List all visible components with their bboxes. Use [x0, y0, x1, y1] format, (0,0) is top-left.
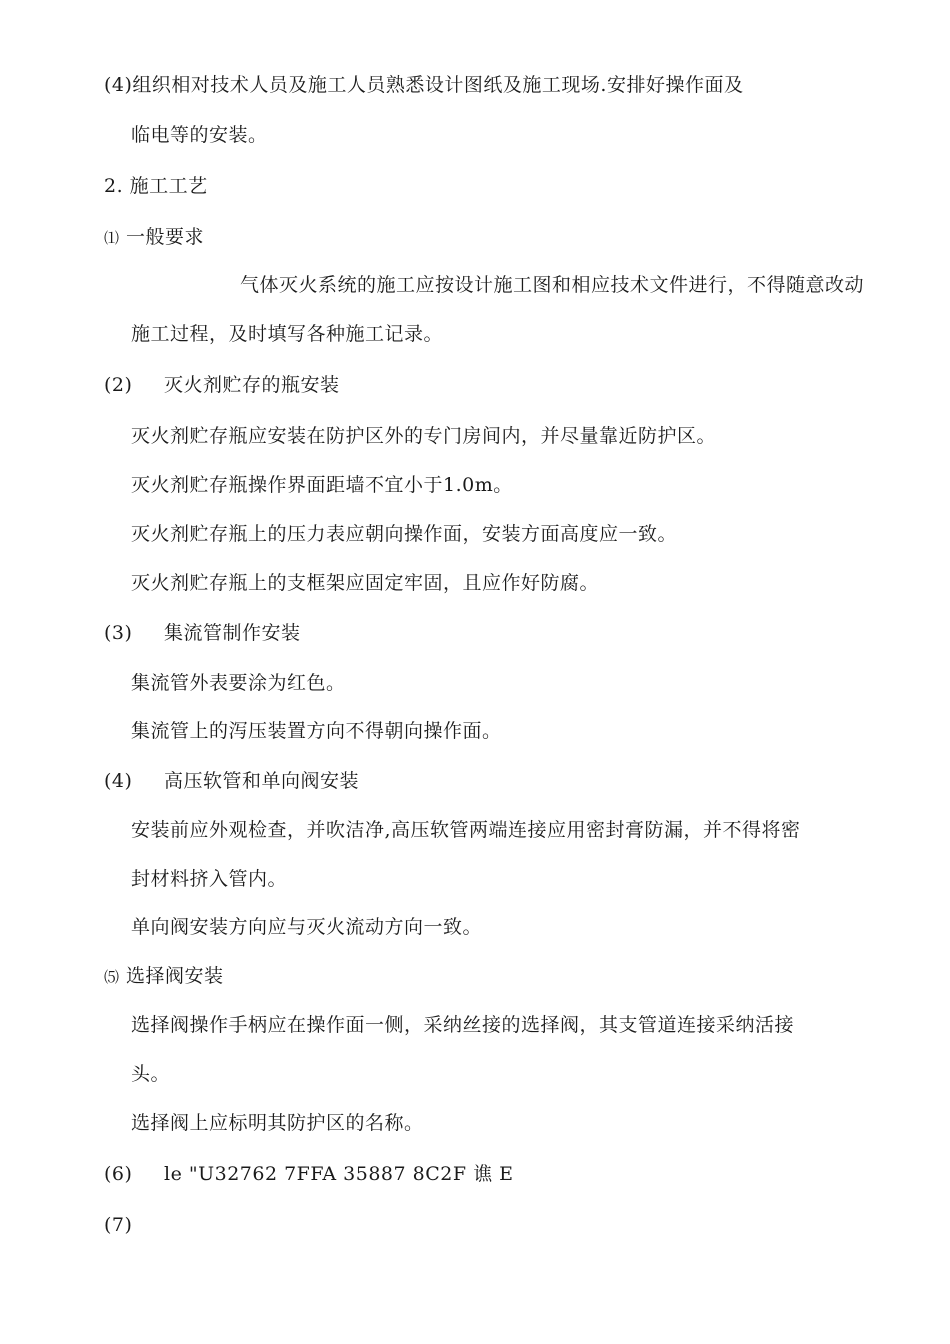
subsection-heading: [104, 225, 204, 250]
heading-text: 集流管制作安装: [164, 622, 301, 644]
subsection-heading: [104, 1162, 514, 1186]
line-text: 集流管上的泻压装置方向不得朝向操作面。: [131, 720, 502, 742]
paragraph-line: [131, 522, 677, 546]
line-text: 头。: [131, 1063, 171, 1085]
line-text: 灭火剂贮存瓶上的支框架应固定牢固，且应作好防腐。: [131, 572, 600, 594]
item-number: ⑴: [104, 229, 120, 247]
line-text: 灭火剂贮存瓶操作界面距墙不宜小于1.0m。: [131, 474, 513, 496]
line-text: 组织相对技术人员及施工人员熟悉设计图纸及施工现场.安排好操作面及: [132, 74, 744, 96]
line-text: 临电等的安装。: [131, 124, 268, 146]
heading-text: 选择阀安装: [126, 965, 224, 987]
paragraph-line: [131, 473, 513, 497]
heading-text: 灭火剂贮存的瓶安装: [164, 374, 340, 396]
line-text: 灭火剂贮存瓶上的压力表应朝向操作面，安装方面高度应一致。: [131, 523, 678, 545]
heading-text: 高压软管和单向阀安装: [164, 770, 360, 792]
paragraph-line: [131, 867, 287, 891]
item-number: (4): [104, 770, 133, 792]
heading-text: le "U32762 7FFA 35887 8C2F 谯 E: [164, 1163, 514, 1185]
paragraph-line: [131, 1111, 424, 1135]
line-text: 气体灭火系统的施工应按设计施工图和相应技术文件进行，不得随意改动: [240, 274, 865, 296]
subsection-heading: [104, 373, 340, 397]
item-number: ⑸: [104, 968, 120, 986]
paragraph-line: [131, 818, 801, 842]
item-number: (4): [104, 74, 133, 96]
line-text: 集流管外表要涂为红色。: [131, 672, 346, 694]
subsection-heading: [104, 1213, 164, 1237]
paragraph-line: [131, 424, 716, 448]
paragraph-line: [131, 1062, 170, 1086]
item-number: (7): [104, 1214, 133, 1236]
paragraph-line: [131, 322, 443, 346]
item-number: (6): [104, 1163, 133, 1185]
subsection-heading: [104, 621, 301, 645]
line-text: 选择阀操作手柄应在操作面一侧，采纳丝接的选择阀，其支管道连接采纳活接: [131, 1014, 795, 1036]
line-text: 选择阀上应标明其防护区的名称。: [131, 1112, 424, 1134]
paragraph-line: [131, 123, 268, 147]
item-number: (2): [104, 374, 133, 396]
line-text: 单向阀安装方向应与灭火流动方向一致。: [131, 916, 483, 938]
line-text: 安装前应外观检查，并吹洁净,高压软管两端连接应用密封膏防漏，并不得将密: [131, 819, 801, 841]
paragraph-line: [131, 1013, 794, 1037]
paragraph-line: [131, 719, 502, 743]
paragraph-line: [131, 571, 599, 595]
paragraph-line: [131, 915, 482, 939]
paragraph-line: [131, 671, 346, 695]
heading-text: 一般要求: [126, 226, 205, 248]
line-text: 灭火剂贮存瓶应安装在防护区外的专门房间内，并尽量靠近防护区。: [131, 425, 717, 447]
paragraph-line: [104, 73, 743, 97]
line-text: 封材料挤入管内。: [131, 868, 288, 890]
line-text: 施工过程，及时填写各种施工记录。: [131, 323, 444, 345]
paragraph-line: [240, 273, 864, 297]
subsection-heading: [104, 769, 359, 793]
subsection-heading: [104, 964, 224, 989]
item-number: (3): [104, 622, 133, 644]
section-heading: [104, 174, 208, 198]
heading-text: 2. 施工工艺: [104, 175, 208, 197]
